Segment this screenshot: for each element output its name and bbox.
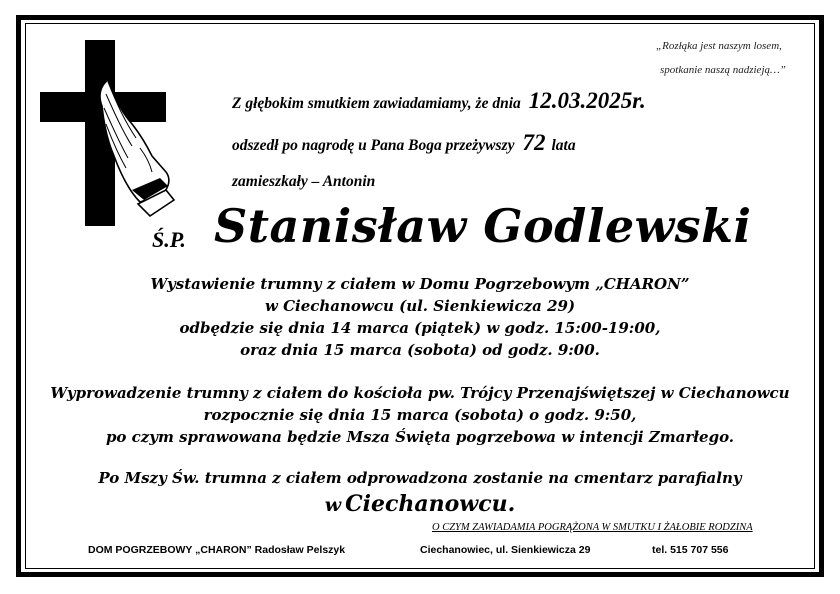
age-unit: lata [551, 137, 576, 154]
viewing-line-3: odbędzie się dnia 14 marca (piątek) w godz. 15:00-19:00, [179, 319, 661, 337]
intro-line-1 [232, 88, 646, 114]
footer-address: Ciechanowiec, ul. Sienkiewicza 29 [420, 544, 591, 556]
intro-text-1: Z głębokim smutkiem zawiadamiamy, że dnia [232, 95, 521, 112]
quote-line-1: „Rozłąka jest naszym losem, [656, 40, 782, 52]
footer-company: DOM POGRZEBOWY „CHARON” Radosław Pelszyk [88, 544, 346, 556]
footer-phone: tel. 515 707 556 [652, 544, 729, 556]
intro-line-2 [232, 130, 576, 156]
burial-period: . [507, 491, 516, 517]
quote-line-2: spotkanie naszą nadzieją…” [660, 64, 786, 76]
procession-line-3: po czym sprawowana będzie Msza Święta pogrzebowa w intencji Zmarłego. [105, 428, 735, 446]
burial-line-1: Po Mszy Św. trumna z ciałem odprowadzona zostanie na cmentarz parafialny [98, 469, 742, 487]
viewing-line-2: w Ciechanowcu (ul. Sienkiewicza 29) [264, 297, 576, 315]
burial-line-2 [0, 491, 840, 517]
sp-prefix: Ś.P. [152, 227, 186, 252]
death-date: 12.03.2025r. [528, 88, 646, 113]
intro-text-2: odszedł po nagrodę u Pana Boga przeżywszy [232, 137, 515, 154]
viewing-line-4: oraz dnia 15 marca (sobota) od godz. 9:00. [240, 341, 600, 359]
viewing-line-1: Wystawienie trumny z ciałem w Domu Pogrzebowym „CHARON” [150, 275, 690, 293]
family-note: O CZYM ZAWIADAMIA POGRĄŻONA W SMUTKU I ŻAŁOBIE RODZINA [432, 522, 753, 533]
residence-line: zamieszkały – Antonin [232, 173, 376, 190]
cross-icon [40, 40, 190, 230]
burial-w: w [324, 494, 342, 516]
procession-line-1: Wyprowadzenie trumny z ciałem do kościoła pw. Trójcy Przenajświętszej w Ciechanowcu [50, 384, 790, 402]
burial-city: Ciechanowcu [345, 491, 508, 517]
procession-line-2: rozpocznie się dnia 15 marca (sobota) o godz. 9:50, [203, 406, 637, 424]
age-value: 72 [522, 130, 546, 155]
deceased-name: Stanisław Godlewski [214, 199, 752, 253]
